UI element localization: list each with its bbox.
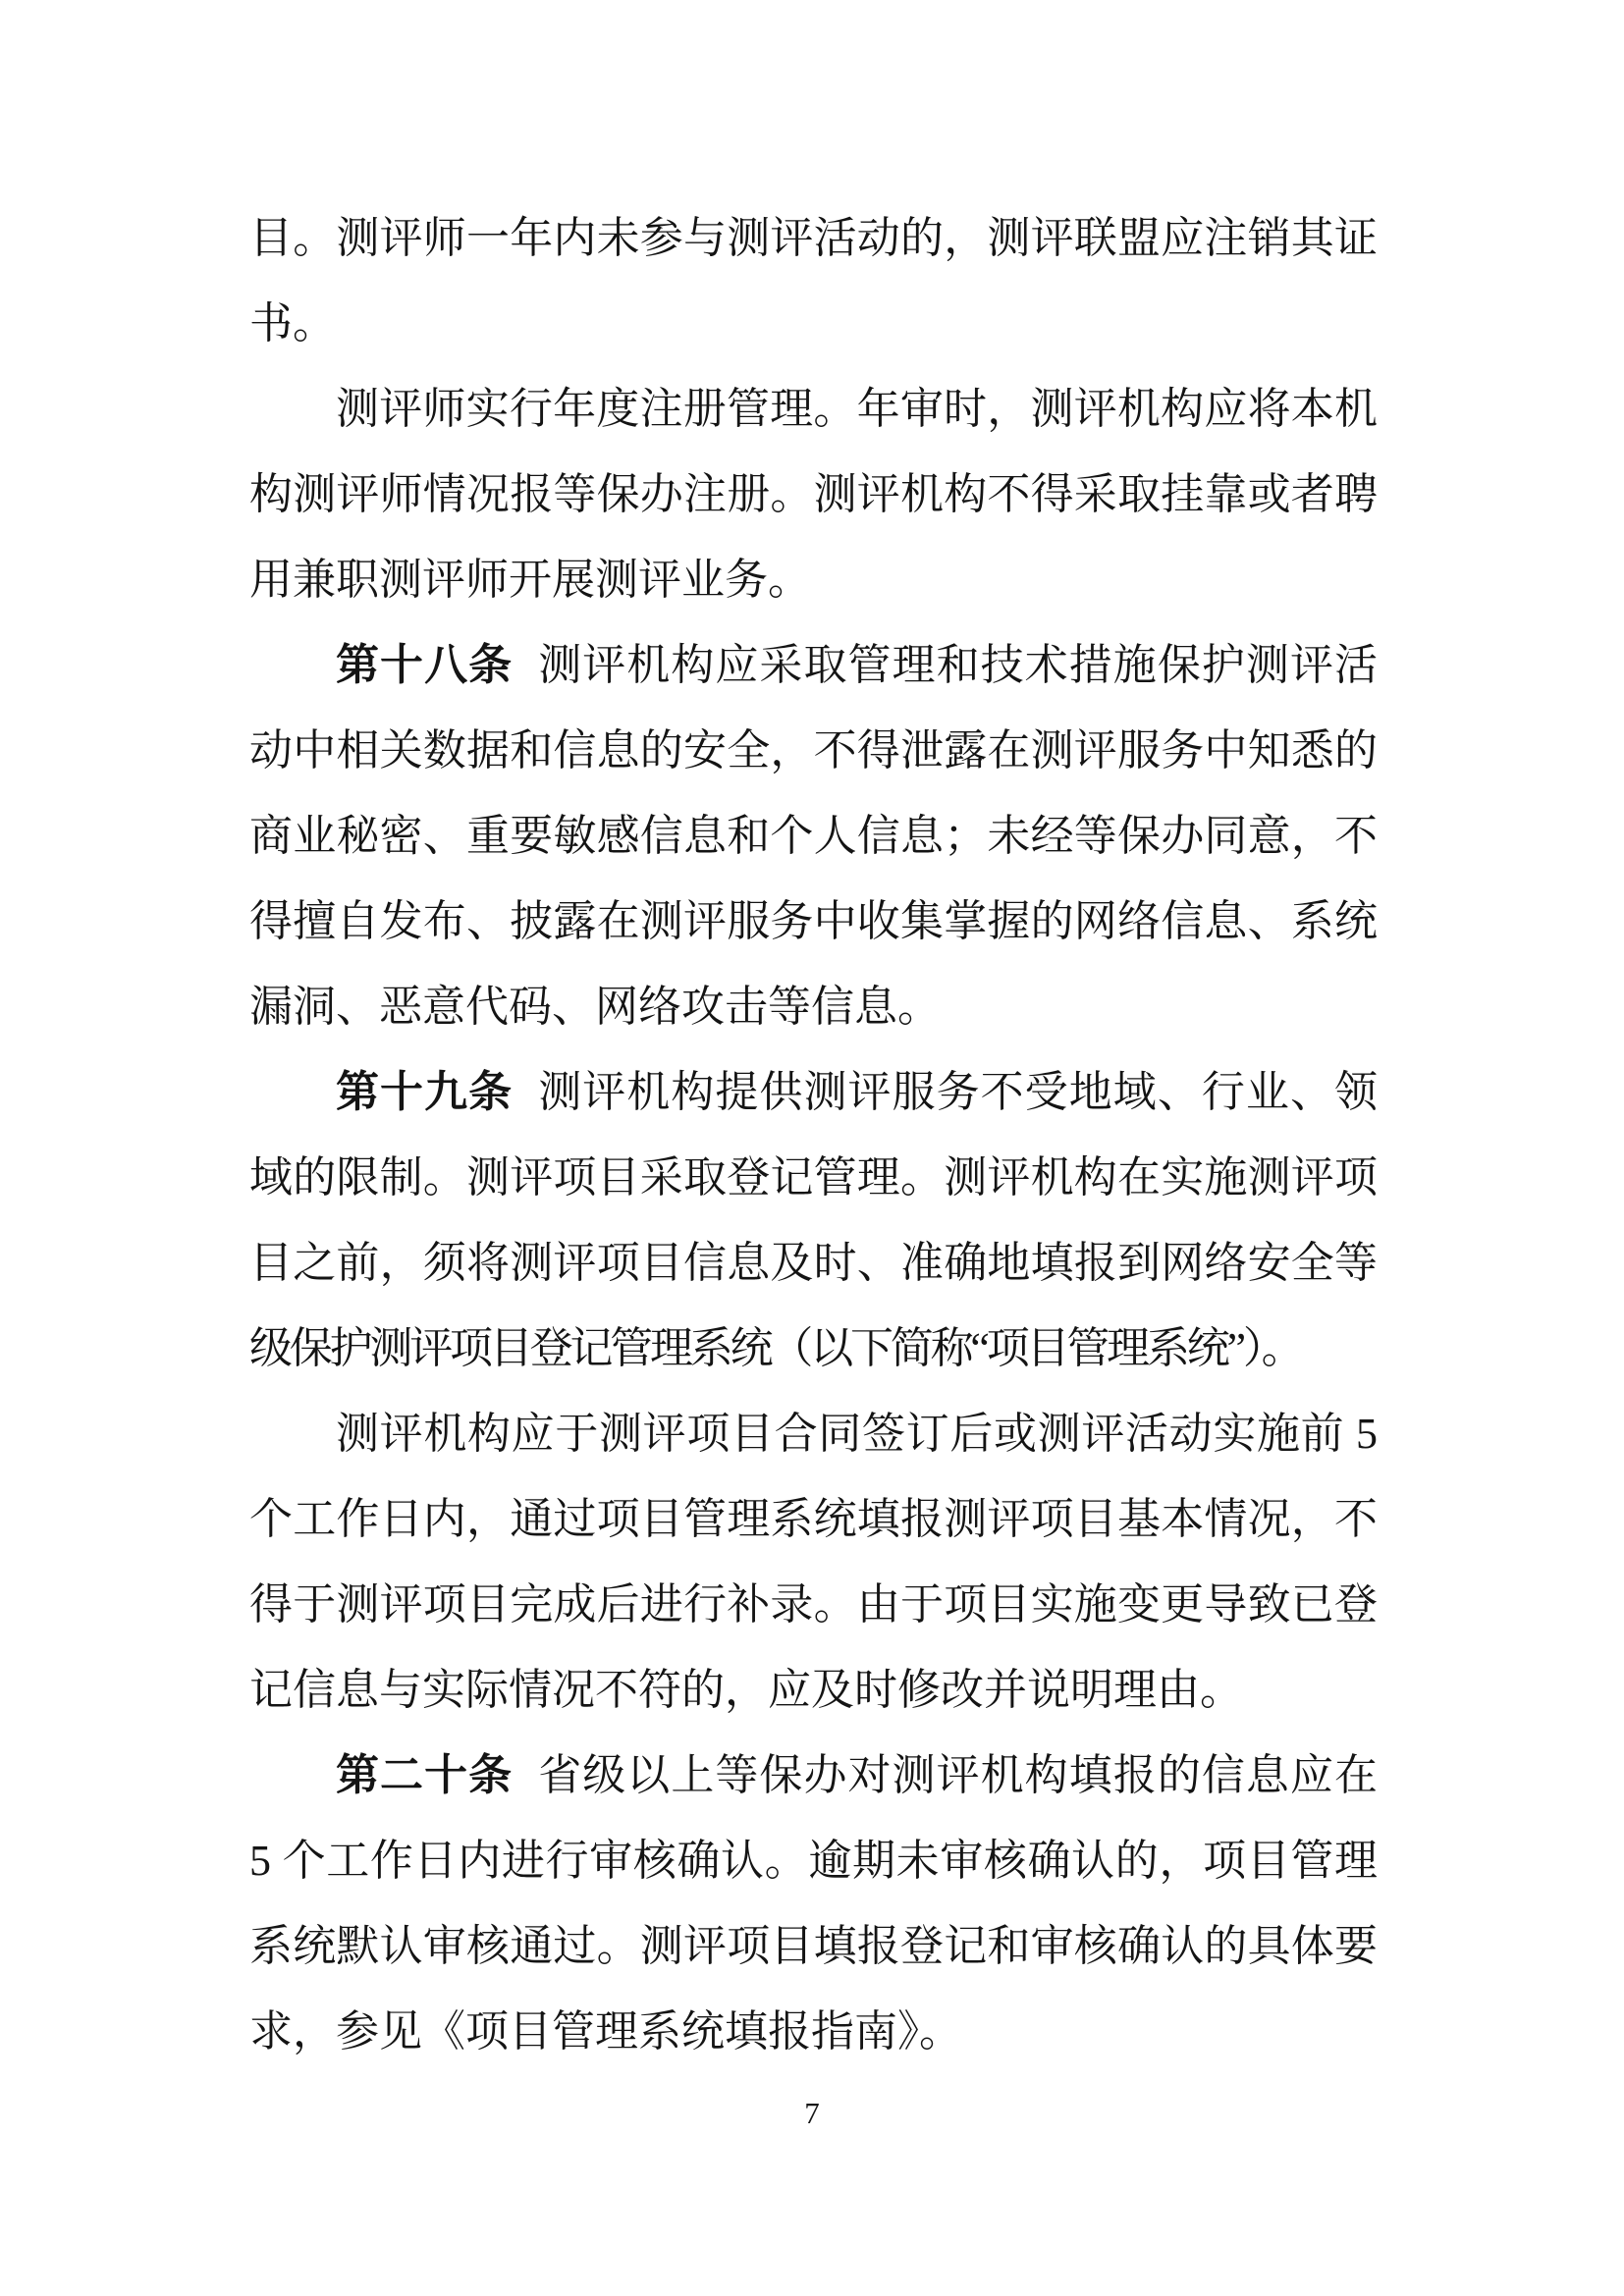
text-line: 第二十条 省级以上等保办对测评机构填报的信息应在 [336,1751,1379,1799]
text-line: 测评师实行年度注册管理。年审时，测评机构应将本机 [336,385,1378,433]
text-line: 目之前，须将测评项目信息及时、准确地填报到网络安全等 [249,1239,1378,1287]
text-line: 目。测评师一年内未参与测评活动的，测评联盟应注销其证 [249,214,1378,262]
article-paragraph [249,622,1378,1049]
text-line: 记信息与实际情况不符的，应及时修改并说明理由。 [249,1666,1243,1714]
text-line: 动中相关数据和信息的安全，不得泄露在测评服务中知悉的 [249,726,1378,774]
text-line: 第十九条 测评机构提供测评服务不受地域、行业、领 [336,1068,1379,1116]
text-line: 漏洞、恶意代码、网络攻击等信息。 [249,983,941,1031]
page-number: 7 [804,2096,820,2130]
paragraph [249,195,1378,366]
text-line: 级保护测评项目登记管理系统（以下简称“项目管理系统”）。 [249,1324,1302,1372]
text-line: 第十八条 测评机构应采取管理和技术措施保护测评活 [336,641,1379,689]
text-line: 系统默认审核通过。测评项目填报登记和审核确认的具体要 [249,1922,1378,1970]
paragraph [249,1391,1378,1733]
article-number-heading: 第二十条 [336,1751,514,1799]
text-line: 测评机构应于测评项目合同签订后或测评活动实施前 5 [336,1410,1378,1458]
text-block [249,195,1378,2074]
text-line: 求，参见《项目管理系统填报指南》。 [249,2007,962,2056]
article-number-heading: 第十九条 [336,1068,514,1116]
text-line: 得擅自发布、披露在测评服务中收集掌握的网络信息、系统 [249,897,1378,945]
paragraph [249,366,1378,622]
text-line: 得于测评项目完成后进行补录。由于项目实施变更导致已登 [249,1580,1378,1629]
article-number-heading: 第十八条 [336,641,514,689]
text-line: 域的限制。测评项目采取登记管理。测评机构在实施测评项 [249,1153,1378,1201]
text-line: 个工作日内，通过项目管理系统填报测评项目基本情况，不 [249,1495,1378,1543]
article-paragraph [249,1733,1378,2074]
text-line: 构测评师情况报等保办注册。测评机构不得采取挂靠或者聘 [249,470,1378,518]
article-paragraph [249,1049,1378,1391]
text-line: 5 个工作日内进行审核确认。逾期未审核确认的，项目管理 [249,1837,1378,1885]
text-line: 书。 [249,299,336,347]
text-line: 用兼职测评师开展测评业务。 [249,556,811,604]
text-line: 商业秘密、重要敏感信息和个人信息；未经等保办同意，不 [249,812,1378,860]
